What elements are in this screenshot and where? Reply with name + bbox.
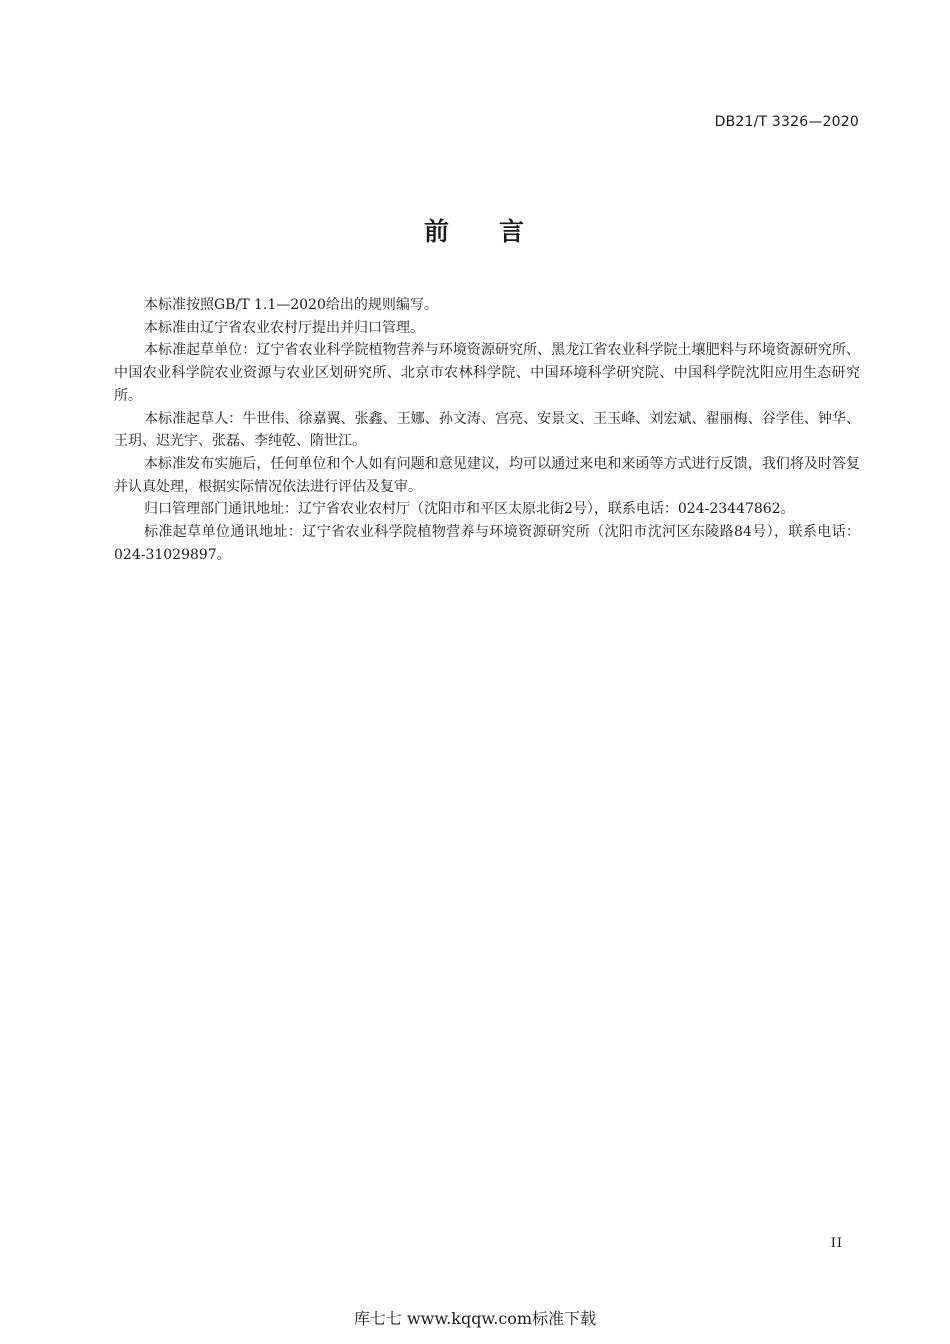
page-title [0,212,950,248]
document-code: DB21/T 3326—2020 [714,114,859,130]
paragraph-proposer: 本标准由辽宁省农业农村厅提出并归口管理。 [144,319,424,336]
paragraph-authority-address: 归口管理部门通讯地址：辽宁省农业农村厅（沈阳市和平区太原北街2号），联系电话：024-23447862。 [144,501,795,518]
paragraph-drafter-address: 标准起草单位通讯地址：辽宁省农业科学院植物营养与环境资源研究所（沈阳市沈河区东陵路84号），联系电话：024-31029897。 [114,524,860,563]
paragraph-feedback: 本标准发布实施后，任何单位和个人如有问题和意见建议，均可以通过来电和来函等方式进行反馈，我们将及时答复并认真处理，根据实际情况依法进行评估及复审。 [114,455,860,495]
title-char-2: 言 [499,217,527,246]
footer-watermark: 库七七 www.kqqw.com标准下载 [353,1309,597,1328]
foreword-body [114,294,860,566]
title-char-1: 前 [423,217,451,246]
paragraph-drafting-units: 本标准起草单位：辽宁省农业科学院植物营养与环境资源研究所、黑龙江省农业科学院土壤肥料与环境资源研究所、中国农业科学院农业资源与农业区划研究所、北京市农林科学院、中国环境科学研究院、中国科学院沈阳应用生态研究所。 [114,342,860,404]
page-number: II [830,1236,843,1251]
paragraph-drafting-rules: 本标准按照GB/T 1.1—2020给出的规则编写。 [144,297,438,313]
paragraph-drafters: 本标准起草人：牛世伟、徐嘉翼、张鑫、王娜、孙文涛、宫亮、安景文、王玉峰、刘宏斌、翟丽梅、谷学佳、钟华、王玥、迟光宇、张磊、李纯乾、隋世江。 [114,410,860,450]
